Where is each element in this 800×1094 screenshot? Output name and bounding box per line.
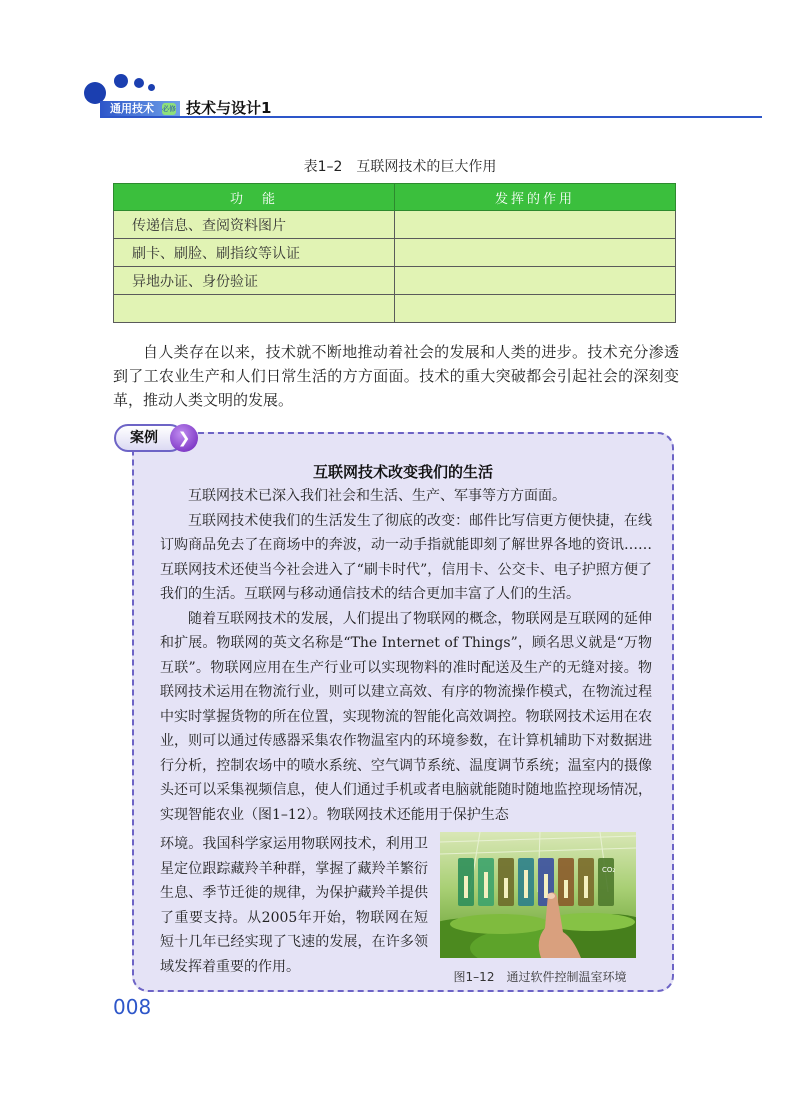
table-cell <box>395 239 676 267</box>
case-paragraph-continued: 环境。我国科学家运用物联网技术，利用卫星定位跟踪藏羚羊种群，掌握了藏羚羊繁衍生息、季节迁徙的规律，为保护藏羚羊提供了重要支持。从2005年开始，物联网在短短十几年已经实现了飞速的发展，在许多领域发挥着重要的作用。 <box>160 836 428 975</box>
table-cell <box>395 267 676 295</box>
table-caption: 表1–2 互联网技术的巨大作用 <box>303 159 497 175</box>
table-header-row <box>114 184 676 211</box>
table-row <box>114 295 676 323</box>
table-row <box>114 211 676 239</box>
table-row <box>114 267 676 295</box>
book-title: 技术与设计1 <box>186 99 272 117</box>
greenhouse-illustration <box>440 832 636 958</box>
table-cell: 传递信息、查阅资料图片 <box>114 211 395 239</box>
co2-label: CO₂ <box>602 866 616 874</box>
greenhouse-photo <box>440 832 636 958</box>
table-cell <box>395 211 676 239</box>
header-series-name: 通用技术 <box>110 102 154 115</box>
table-header-role: 发挥的作用 <box>395 184 676 211</box>
case-paragraph: 互联网技术已深入我们社会和生活、生产、军事等方方面面。 <box>188 488 566 504</box>
table-cell <box>395 295 676 323</box>
figure-caption: 图1–12 通过软件控制温室环境 <box>453 970 627 984</box>
page-number: 008 <box>113 995 152 1019</box>
table-cell: 异地办证、身份验证 <box>114 267 395 295</box>
header-badge: 必修 <box>162 105 176 113</box>
case-body <box>160 484 652 827</box>
function-table <box>113 183 676 323</box>
case-paragraph: 互联网技术使我们的生活发生了彻底的改变：邮件比写信更方便快捷，在线订购商品免去了在商场中的奔波，动一动手指就能即刻了解世界各地的资讯……互联网技术还使当今社会进入了“刷卡时代”，信用卡、公交卡、电子护照方便了我们的生活。互联网与移动通信技术的结合更加丰富了人们的生活。 <box>160 512 652 602</box>
chevron-right-icon: ❯ <box>170 424 198 452</box>
case-paragraph: 随着互联网技术的发展，人们提出了物联网的概念，物联网是互联网的延伸和扩展。物联网的英文名称是“The Internet of Things”，顾名思义就是“万物互联”。物联网应用在生产行业可以实现物料的准时配送及生产的无缝对接。物联网技术运用在物流行业，则可以建立高效、有序的物流操作模式，在物流过程中实时掌握货物的所在位置，实现物流的智能化高效调控。物联网技术运用在农业，则可以通过传感器采集农作物温室内的环境参数，在计算机辅助下对数据进行分析，控制农场中的喷水系统、空气调节系统、温度调节系统；温室内的摄像头还可以采集视频信息，使人们通过手机或者电脑就能随时随地监控现场情况，实现智能农业（图1–12）。物联网技术还能用于保护生态 <box>160 610 652 823</box>
table-row <box>114 239 676 267</box>
case-title: 互联网技术改变我们的生活 <box>312 463 493 481</box>
intro-paragraph: 自人类存在以来，技术就不断地推动着社会的发展和人类的进步。技术充分渗透到了工农业生产和人们日常生活的方方面面。技术的重大突破都会引起社会的深刻变革，推动人类文明的发展。 <box>113 343 679 409</box>
case-tab-label: 案例 <box>114 424 184 452</box>
table-cell <box>114 295 395 323</box>
table-header-function: 功 能 <box>114 184 395 211</box>
table-cell: 刷卡、刷脸、刷指纹等认证 <box>114 239 395 267</box>
